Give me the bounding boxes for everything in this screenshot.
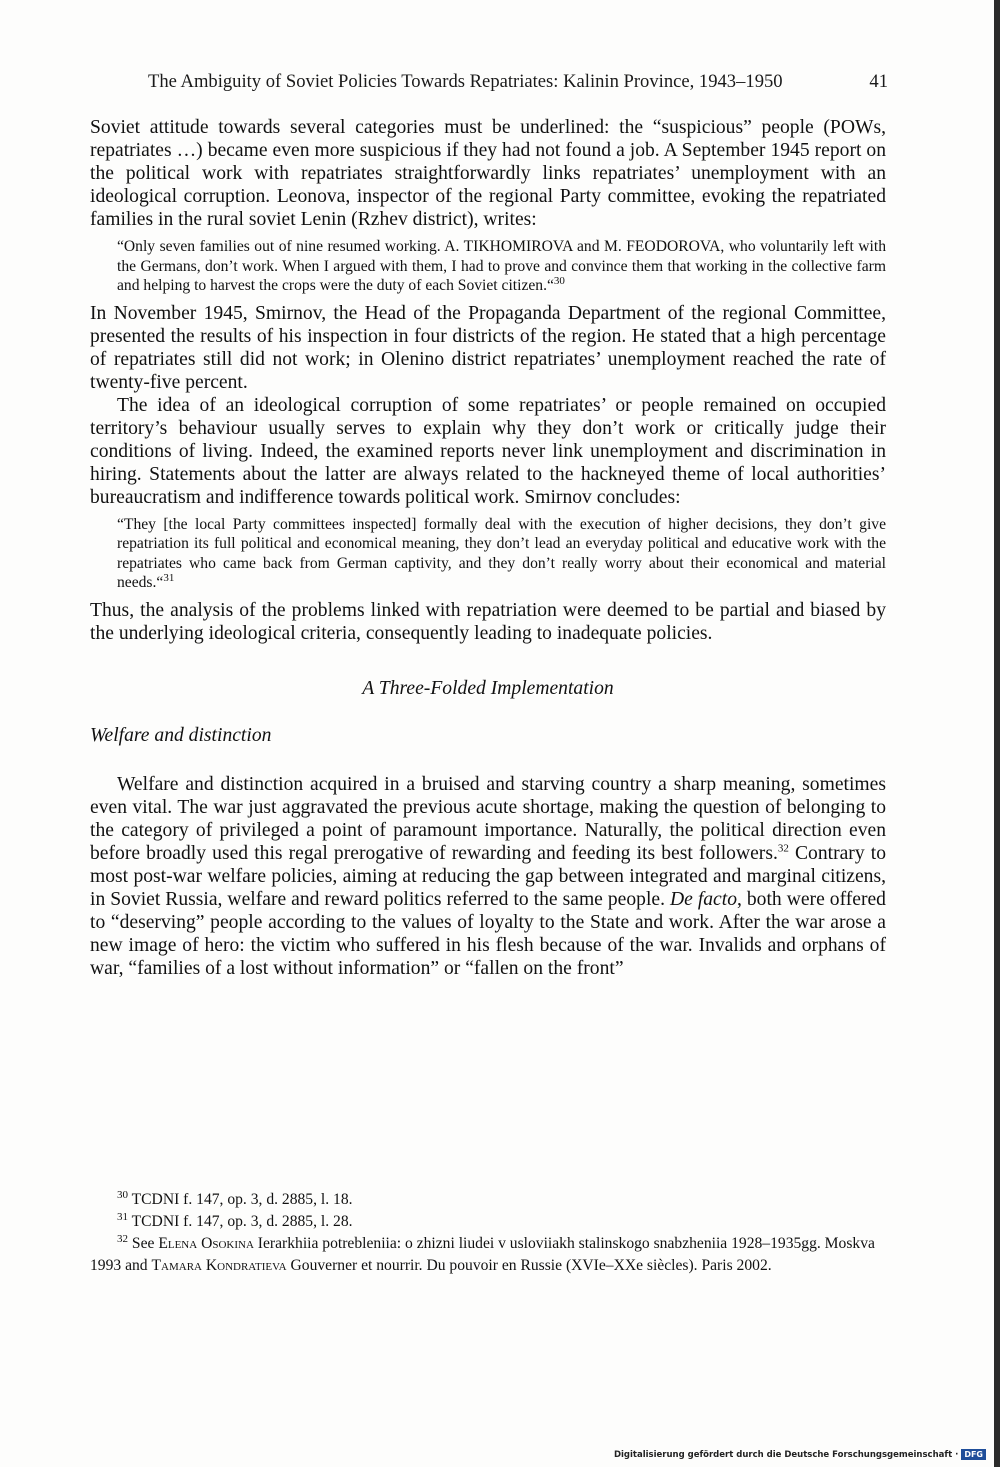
footnote-30-text: TCDNI f. 147, op. 3, d. 2885, l. 18. [131, 1191, 353, 1208]
footnote-32-pre: See [131, 1235, 159, 1252]
dfg-logo: DFG [961, 1449, 986, 1460]
paragraph-2: In November 1945, Smirnov, the Head of the Propaganda Department of the regional Committee, presented the results of his inspection in four districts of the region. He stated that a high percentage of repatriates still did not work; in Olenino district repatriates’ unemployment reached the rate of twenty-five percent. [90, 302, 886, 393]
footnote-ref-31: 31 [163, 571, 175, 584]
footnote-32-author-1: Elena Osokina [158, 1235, 254, 1252]
footnote-32 [90, 1233, 886, 1277]
paragraph-1: Soviet attitude towards several categories must be underlined: the “suspicious” people (POWs, repatriates …) became even more suspicious if they had not found a job. A September 1945 report on the political work with repatriates straightforwardly links repatriates’ unemployment with an ideological corruption. Leonova, inspector of the regional Party committee, evoking the repatriated families in the rural soviet Lenin (Rzhev district), writes: [90, 117, 886, 230]
subsection-heading: Welfare and distinction [90, 724, 272, 746]
paragraph-5-part-c: , both were offered to “deserving” people according to the values of loyalty to the State and work. After the war arose a new image of hero: the victim who suffered in his flesh because of the war. Invalids and orphans of war, “families of a lost without information” or “fallen on the front” [90, 888, 886, 979]
paragraph-5-part-b: Contrary to most post-war welfare policies, aiming at reducing the gap between integrated and marginal citizens, in Soviet Russia, welfare and reward politics referred to the same people. [90, 842, 886, 910]
paragraph-3: The idea of an ideological corruption of some repatriates’ or people remained on occupied territory’s behaviour usually serves to explain why they don’t work or critically judge their conditions of living. Indeed, the examined reports never link unemployment and discrimination in hiring. Statements about the latter are always related to the hackneyed theme of local authorities’ bureaucratism and indifference towards political work. Smirnov concludes: [90, 394, 886, 508]
credit-text: Digitalisierung gefördert durch die Deutsche Forschungsgemeinschaft · [613, 1450, 959, 1460]
quote-2-text: “They [the local Party committees inspected] formally deal with the execution of higher decisions, they don’t give repatriation its full political and economical meaning, they don’t lead an everyday political and educative work with the repatriates who came back from German captivity, and they don’t really worry about their economical and material needs.“ [117, 515, 886, 591]
footnote-30 [90, 1189, 886, 1211]
paragraph-4: Thus, the analysis of the problems linked with repatriation were deemed to be partial and biased by the underlying ideological criteria, consequently leading to inadequate policies. [90, 599, 886, 644]
footnote-31-number: 31 [117, 1210, 128, 1223]
footnote-30-number: 30 [117, 1188, 128, 1201]
footnote-ref-32: 32 [777, 841, 789, 854]
footnotes [90, 1189, 886, 1277]
footnote-32-number: 32 [117, 1232, 128, 1245]
footnote-32-mid: Ierarkhiia potrebleniia: o zhizni liudei v usloviiakh stalinskogo snabzheniia 1928–1935gg. Moskva 1993 and [90, 1235, 875, 1274]
footnote-32-author-2: Tamara Kondratieva [151, 1257, 287, 1274]
paragraph-5-part-a: Welfare and distinction acquired in a bruised and starving country a sharp meaning, sometimes even vital. The war just aggravated the previous acute shortage, making the question of belonging to the category of privileged a point of paramount importance. Naturally, the political direction even before broadly used this regal prerogative of rewarding and feeding its best followers. [90, 773, 886, 864]
block-quote-1 [117, 237, 886, 296]
page-number: 41 [869, 71, 888, 92]
scan-edge [994, 0, 1000, 1467]
footnote-ref-30: 30 [553, 274, 565, 287]
paragraph-5-italic: De facto [669, 888, 737, 910]
paragraph-5 [90, 773, 886, 980]
running-title: The Ambiguity of Soviet Policies Towards Repatriates: Kalinin Province, 1943–1950 [148, 71, 783, 92]
footnote-31 [90, 1211, 886, 1233]
block-quote-2 [117, 515, 886, 593]
body-text [90, 116, 886, 980]
footnote-32-post: Gouverner et nourrir. Du pouvoir en Russie (XVIe–XXe siècles). Paris 2002. [286, 1257, 772, 1274]
section-heading: A Three-Folded Implementation [362, 677, 614, 699]
digitization-credit [614, 1449, 986, 1460]
footnote-31-text: TCDNI f. 147, op. 3, d. 2885, l. 28. [131, 1213, 353, 1230]
quote-1-text: “Only seven families out of nine resumed working. A. TIKHOMIROVA and M. FEODOROVA, who voluntarily left with the Germans, don’t work. When I argued with them, I had to prove and convince them that working in the collective farm and helping to harvest the crops were the duty of each Soviet citizen.“ [117, 238, 886, 294]
